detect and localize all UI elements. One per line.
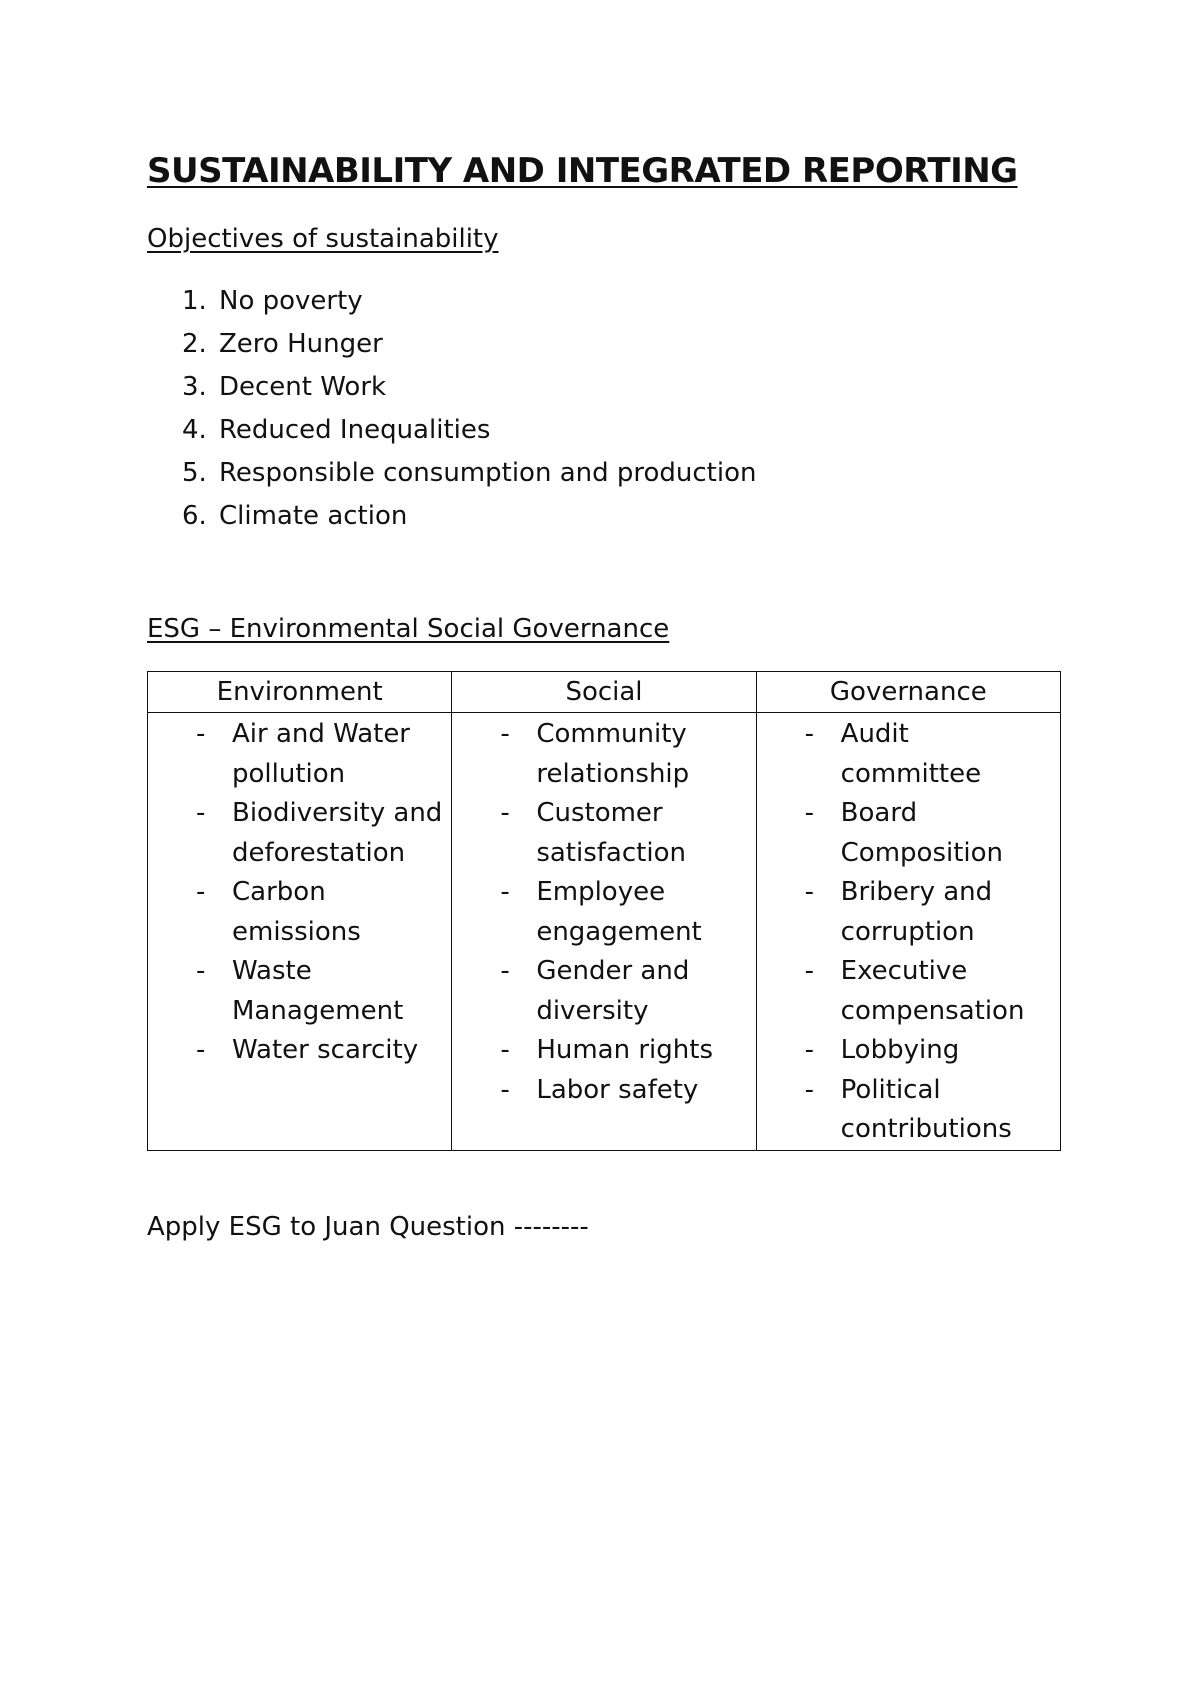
list-item [452,715,755,794]
list-item-text: Carbon emissions [232,877,361,947]
bullet-dash: - [196,719,206,749]
list-item-text: Customer satisfaction [536,798,686,868]
objective-item [182,452,756,495]
objective-number: 1. [182,286,207,316]
list-item-text: Air and Water pollution [232,719,411,789]
list-item [452,873,755,952]
objective-text: No poverty [219,286,363,316]
document-title: SUSTAINABILITY AND INTEGRATED REPORTING [147,151,1018,191]
bullet-dash: - [196,798,206,828]
objectives-heading: Objectives of sustainability [147,224,499,254]
objective-number: 5. [182,458,207,488]
social-column-header: Social [452,672,756,713]
social-list [452,715,755,1110]
list-item-text: Executive compensation [840,956,1025,1026]
list-item [757,794,1060,873]
list-item-text: Employee engagement [536,877,702,947]
list-item-text: Human rights [536,1035,713,1065]
bullet-dash: - [196,877,206,907]
esg-header-row [148,672,1061,713]
list-item-text: Biodiversity and deforestation [232,798,443,868]
list-item [148,794,451,873]
bullet-dash: - [500,1035,510,1065]
bullet-dash: - [804,877,815,907]
objective-item [182,495,756,538]
objective-number: 6. [182,501,207,531]
objective-text: Climate action [219,501,408,531]
bullet-dash: - [804,798,815,828]
objective-number: 4. [182,415,207,445]
list-item-text: Labor safety [536,1074,699,1105]
bullet-dash: - [804,719,815,749]
objective-item [182,366,756,409]
objective-number: 3. [182,372,207,402]
list-item-text: Board Composition [840,798,1004,868]
objective-number: 2. [182,329,207,359]
bullet-dash: - [500,798,510,828]
objective-text: Zero Hunger [219,329,383,359]
list-item [148,1031,451,1071]
esg-heading: ESG – Environmental Social Governance [147,614,670,644]
esg-body-row [148,713,1061,1151]
objective-item [182,280,756,323]
list-item [757,1031,1060,1071]
list-item-text: Bribery and corruption [840,877,993,947]
list-item-text: Water scarcity [232,1035,419,1065]
governance-column-header: Governance [756,672,1060,713]
governance-cell [756,713,1060,1151]
bullet-dash: - [500,956,510,986]
list-item [452,794,755,873]
objective-text: Responsible consumption and production [219,458,757,488]
bullet-dash: - [804,1035,815,1065]
objective-item [182,323,756,366]
objectives-list [182,280,756,538]
list-item [148,952,451,1031]
bullet-dash: - [196,1035,206,1065]
list-item [452,1031,755,1071]
list-item-text: Waste Management [232,956,404,1026]
list-item-text: Gender and diversity [536,956,690,1026]
objective-text: Reduced Inequalities [219,415,491,445]
list-item [148,715,451,794]
list-item-text: Lobbying [840,1035,960,1065]
environment-list [148,715,451,1071]
social-cell [452,713,756,1151]
objective-text: Decent Work [219,372,387,402]
bullet-dash: - [500,719,510,749]
list-item [452,1071,755,1111]
esg-table [147,671,1061,1151]
list-item [148,873,451,952]
bullet-dash: - [500,877,510,907]
environment-cell [148,713,452,1151]
bullet-dash: - [196,956,206,986]
list-item [757,1071,1060,1150]
environment-column-header: Environment [148,672,452,713]
list-item [757,952,1060,1031]
list-item-text: Community relationship [536,719,690,789]
objective-item [182,409,756,452]
list-item [452,952,755,1031]
bullet-dash: - [804,956,815,986]
list-item [757,873,1060,952]
bullet-dash: - [500,1074,510,1105]
list-item-text: Political contributions [840,1074,1012,1144]
list-item [757,715,1060,794]
list-item-text: Audit committee [840,719,982,789]
governance-list [757,715,1060,1150]
closing-line: Apply ESG to Juan Question -------- [147,1212,589,1242]
bullet-dash: - [804,1074,815,1105]
